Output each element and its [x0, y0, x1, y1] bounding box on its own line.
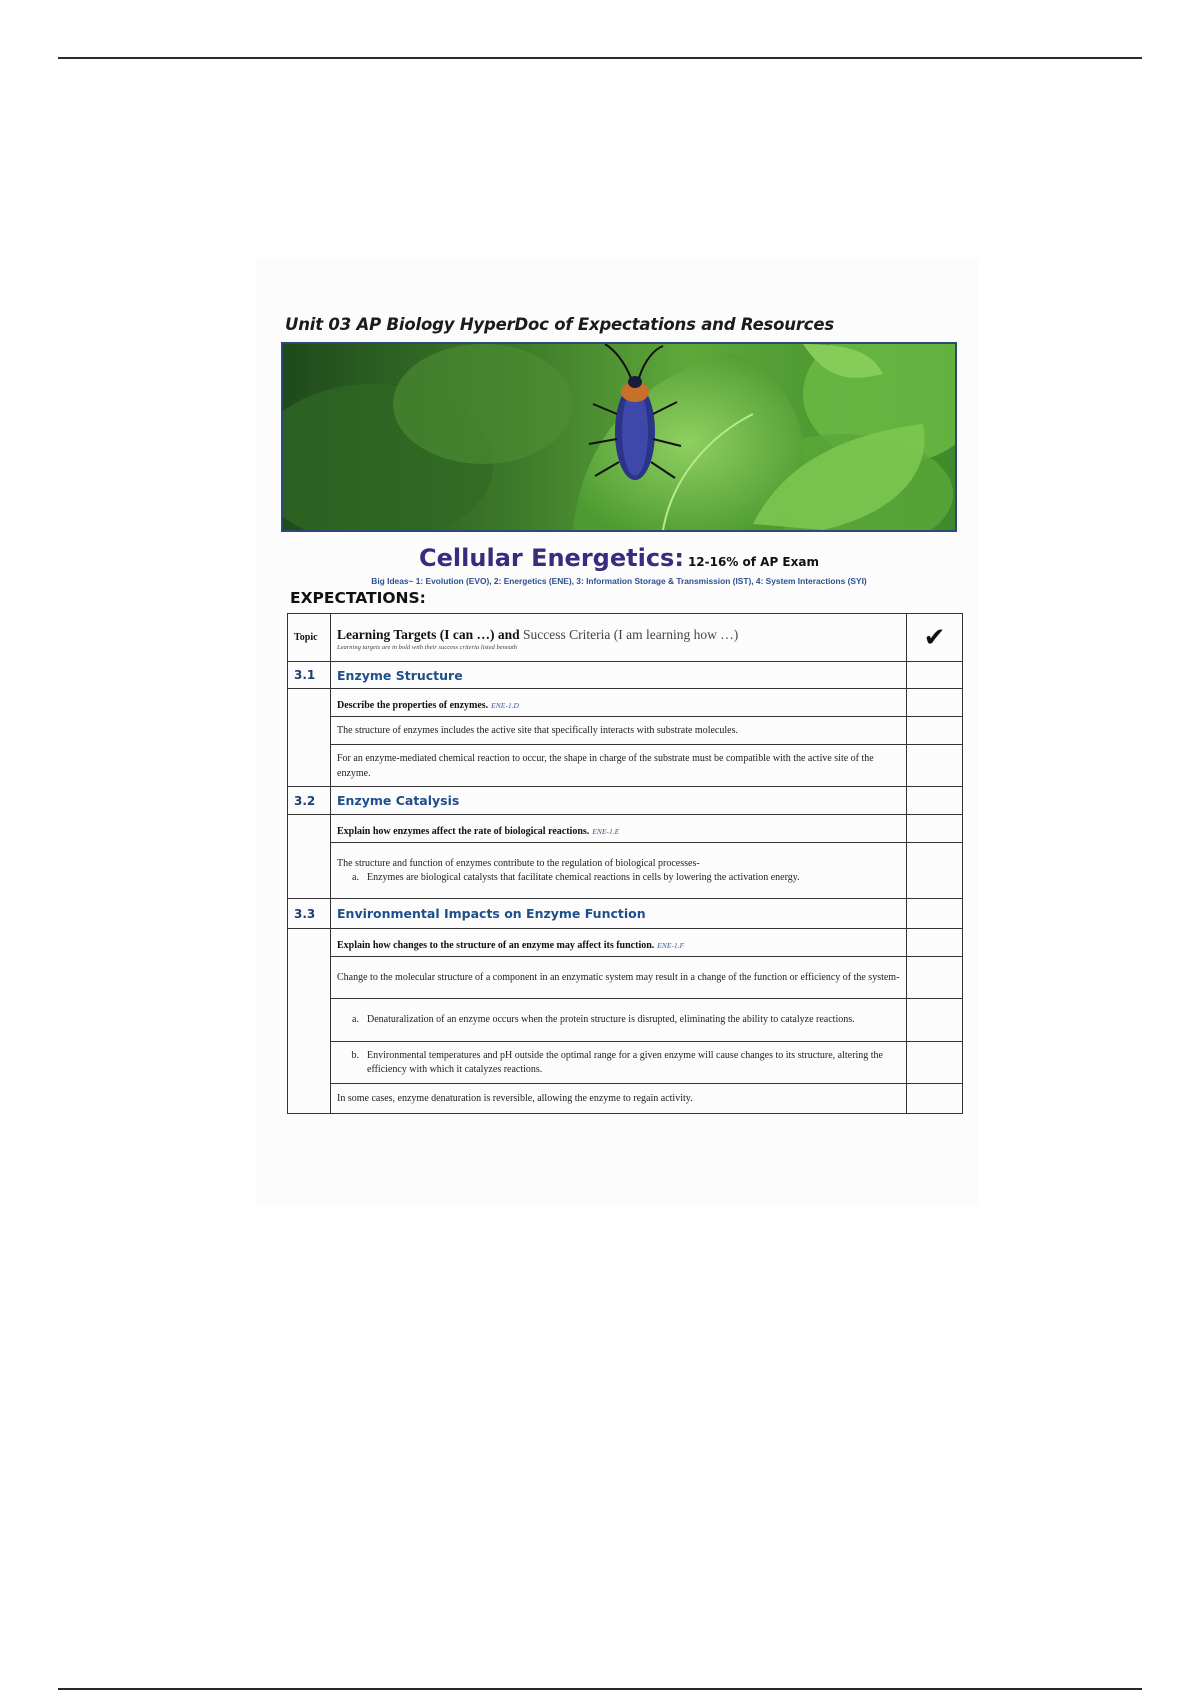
criteria-row	[288, 1042, 963, 1084]
checkbox-cell[interactable]	[907, 689, 963, 717]
success-criterion: For an enzyme-mediated chemical reaction to occur, the shape in charge of the substrate must be compatible with the active site of the enzyme.	[331, 745, 907, 787]
checkbox-cell[interactable]	[907, 745, 963, 787]
target-row	[288, 815, 963, 843]
topic-name: Environmental Impacts on Enzyme Function	[331, 899, 907, 929]
criterion-sub-item	[337, 871, 900, 885]
learning-target: Explain how enzymes affect the rate of biological reactions.	[337, 826, 590, 837]
standard-code: ENE-1.F	[657, 941, 685, 950]
document-title: Unit 03 AP Biology HyperDoc of Expectations and Resources	[285, 315, 834, 334]
checkbox-cell[interactable]	[907, 787, 963, 815]
success-criterion: In some cases, enzyme denaturation is reversible, allowing the enzyme to regain activity.	[331, 1084, 907, 1114]
topic-name: Enzyme Catalysis	[331, 787, 907, 815]
checkbox-cell[interactable]	[907, 1084, 963, 1114]
expectations-label: EXPECTATIONS:	[290, 589, 426, 607]
criteria-header-text: Success Criteria (I am learning how …)	[523, 627, 739, 642]
big-ideas-line: Big Ideas~ 1: Evolution (EVO), 2: Energetics (ENE), 3: Information Storage & Transmission (IST), 4: System Interactions (SYI)	[371, 576, 867, 586]
criterion-sub-item	[337, 1049, 900, 1077]
criteria-row	[288, 717, 963, 745]
criteria-row	[288, 999, 963, 1042]
topic-column-header: Topic	[288, 614, 331, 662]
checkbox-cell[interactable]	[907, 662, 963, 689]
checkbox-cell[interactable]	[907, 1042, 963, 1084]
standard-code: ENE-1.D	[491, 701, 519, 710]
topic-number: 3.2	[288, 787, 331, 815]
exam-weight: 12-16% of AP Exam	[687, 555, 819, 569]
checkbox-cell[interactable]	[907, 957, 963, 999]
main-heading: Cellular Energetics:	[419, 544, 684, 572]
item-marker: a.	[352, 1014, 359, 1025]
topic-number: 3.3	[288, 899, 331, 929]
topic-name: Enzyme Structure	[331, 662, 907, 689]
banner-image	[281, 342, 957, 532]
success-criterion: The structure of enzymes includes the active site that specifically interacts with substrate molecules.	[331, 717, 907, 745]
criteria-row	[288, 1084, 963, 1114]
criteria-row	[288, 843, 963, 899]
criterion-sub-item	[337, 1013, 900, 1027]
check-column-header: ✔	[907, 614, 963, 662]
targets-header-bold: Learning Targets (I can …) and	[337, 627, 520, 642]
table-header-row	[288, 614, 963, 662]
topic-spacer-cell	[288, 689, 331, 787]
page-bottom-rule	[58, 1688, 1142, 1690]
success-criterion	[331, 843, 907, 899]
checkbox-cell[interactable]	[907, 999, 963, 1042]
topic-row	[288, 899, 963, 929]
item-text: Environmental temperatures and pH outside the optimal range for a given enzyme will cause changes to its structure, altering the efficiency with which it catalyzes reactions.	[367, 1049, 883, 1075]
criteria-row	[288, 745, 963, 787]
page-top-rule	[58, 57, 1142, 59]
learning-target: Describe the properties of enzymes.	[337, 700, 489, 711]
beetle-on-leaves-image	[283, 344, 955, 530]
targets-header-note: Learning targets are in bold with their success criteria listed beneath	[337, 644, 518, 651]
checkbox-cell[interactable]	[907, 899, 963, 929]
topic-number: 3.1	[288, 662, 331, 689]
targets-column-header	[331, 614, 907, 662]
criteria-row	[288, 957, 963, 999]
criterion-intro: The structure and function of enzymes contribute to the regulation of biological processes-	[337, 857, 700, 869]
standard-code: ENE-1.E	[592, 827, 620, 836]
item-text: Denaturalization of an enzyme occurs when the protein structure is disrupted, eliminating the ability to catalyze reactions.	[367, 1014, 855, 1025]
item-marker: a.	[352, 871, 359, 883]
item-marker: b.	[351, 1049, 359, 1061]
checkbox-cell[interactable]	[907, 843, 963, 899]
learning-target: Explain how changes to the structure of an enzyme may affect its function.	[337, 940, 655, 951]
checkbox-cell[interactable]	[907, 717, 963, 745]
topic-row	[288, 662, 963, 689]
success-criterion: Change to the molecular structure of a component in an enzymatic system may result in a change of the function or efficiency of the system-	[331, 957, 907, 999]
topic-spacer-cell	[288, 929, 331, 1114]
section-heading	[281, 544, 957, 572]
topic-row	[288, 787, 963, 815]
checkbox-cell[interactable]	[907, 929, 963, 957]
item-text: Enzymes are biological catalysts that facilitate chemical reactions in cells by lowering the activation energy.	[367, 871, 800, 883]
success-criterion	[331, 1042, 907, 1084]
checkbox-cell[interactable]	[907, 815, 963, 843]
topic-spacer-cell	[288, 815, 331, 899]
target-row	[288, 689, 963, 717]
expectations-table	[287, 613, 963, 1114]
success-criterion	[331, 999, 907, 1042]
target-row	[288, 929, 963, 957]
